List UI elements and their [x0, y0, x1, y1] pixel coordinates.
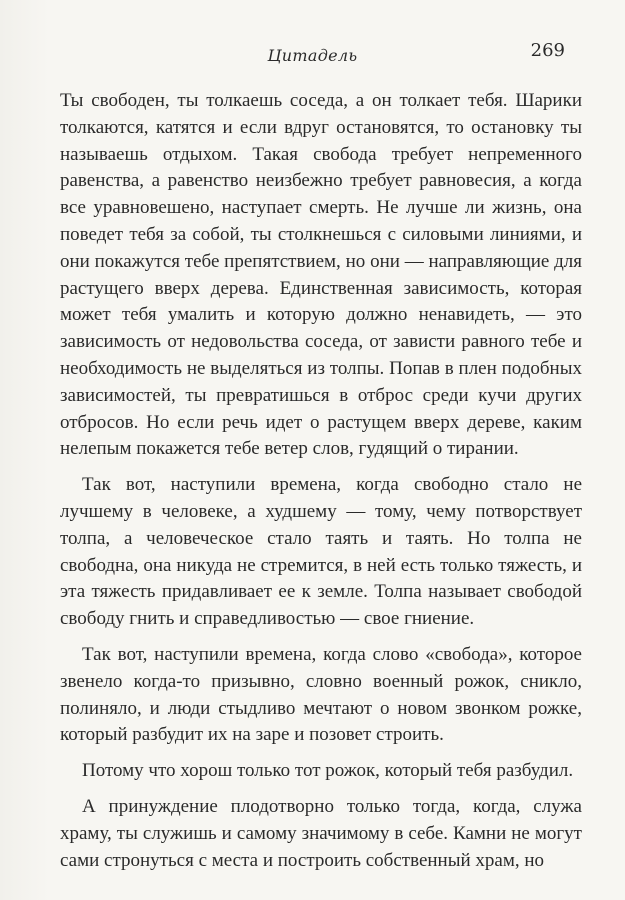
paragraph: Ты свободен, ты толкаешь соседа, а он толкает тебя. Шарики толкаются, катятся и если вдруг остановятся, то остановку ты называешь отдыхом. Такая свобода требует непременного равенства, а равенство неизбежно требует равновесия, а когда все уравновешено, наступает смерть. Не лучше ли жизнь, она поведет тебя за собой, ты столкнешься с силовыми линиями, и они покажутся тебе препятствием, но они — направляющие для растущего вверх дерева. Единственная зависимость, которая может тебя умалить и которую должно ненавидеть, — это зависимость от недовольства соседа, от зависти равного тебе и необходимость не выделяться из толпы. Попав в плен подобных зависимостей, ты превратишься в отброс среди кучи других отбросов. Но если речь идет о растущем вверх дереве, каким нелепым покажется тебе ветер слов, гудящий о тирании.	[60, 90, 582, 460]
body-text	[60, 88, 582, 883]
paragraph: А принуждение плодотворно только тогда, когда, служа храму, ты служишь и самому значимому в себе. Камни не могут сами стронуться с места и построить собственный храм, но	[60, 795, 582, 871]
page-number: 269	[530, 40, 565, 61]
paragraph: Так вот, наступили времена, когда слово «свобода», которое звенело когда-то призывно, словно военный рожок, сникло, полиняло, и люди стыдливо мечтают о новом звонком рожке, который разбудит их на заре и позовет строить.	[60, 643, 582, 746]
paragraph: Так вот, наступили времена, когда свободно стало не лучшему в человеке, а худшему — тому, чему потворствует толпа, а человеческое стало таять и таять. Но толпа не свободна, она никуда не стремится, в ней есть только тяжесть, и эта тяжесть придавливает ее к земле. Толпа называет свободой свободу гнить и справедливостью — свое гниение.	[60, 474, 582, 630]
paragraph: Потому что хорош только тот рожок, который тебя разбудил.	[82, 760, 574, 782]
running-title: Цитадель	[267, 46, 358, 65]
page-header	[60, 40, 565, 70]
